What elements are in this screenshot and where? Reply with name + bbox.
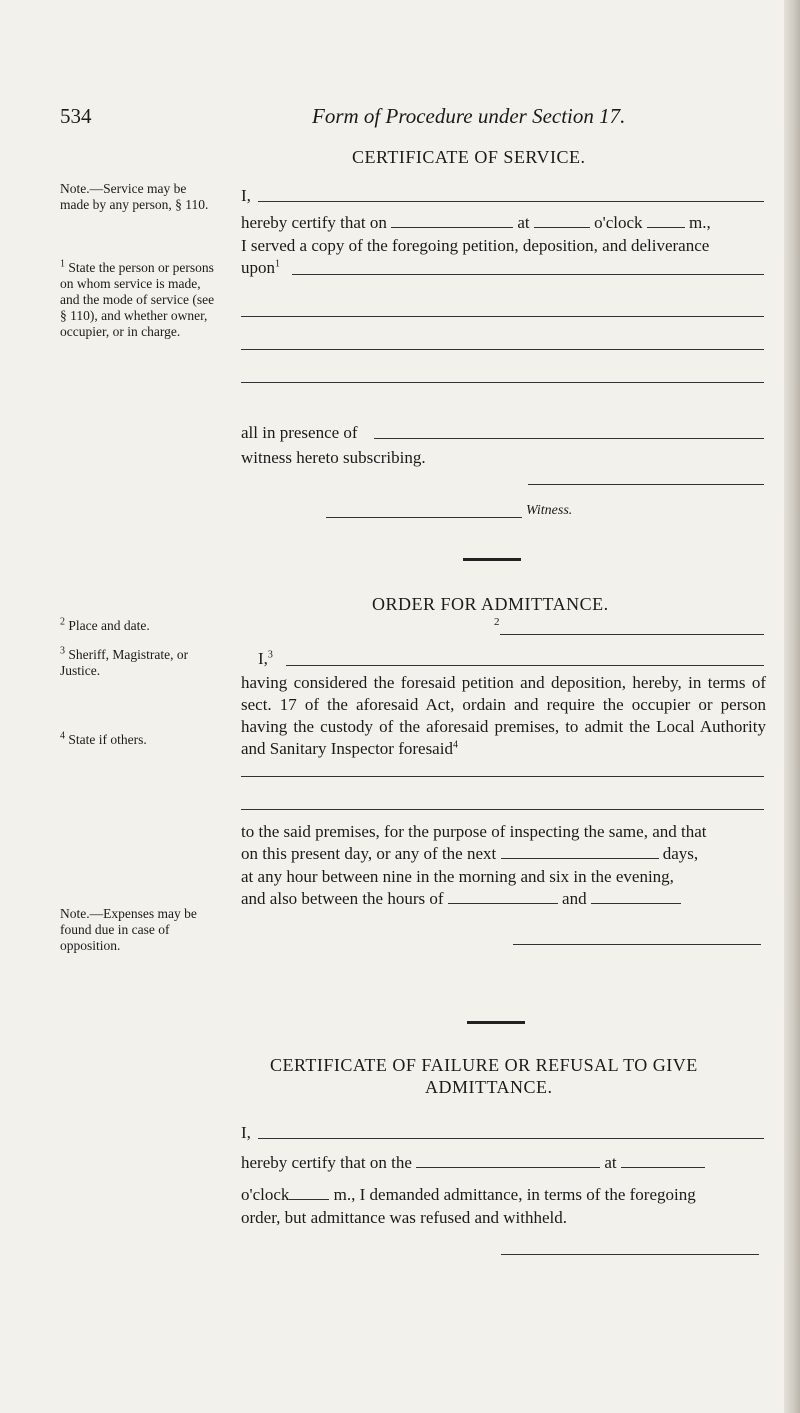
- order-blank-line-1: [241, 776, 764, 777]
- cs-upon: [241, 257, 280, 279]
- failure-heading-2: ADMITTANCE.: [425, 1077, 553, 1097]
- footnote-2-mark: 2: [60, 616, 65, 628]
- order-line-d: [241, 888, 681, 910]
- footnote-1-text: State the person or persons on whom service is made, and the mode of service (see § 110), and whether owner, occupier, or in charge.: [60, 260, 215, 339]
- order-paragraph-text: having considered the foresaid petition and deposition, hereby, in terms of sect. 17 of the aforesaid Act, ordain and require the occupier or person having the custody of the aforesaid premises, to admit the Local Authority and Sanitary Inspector foresaid: [241, 673, 766, 758]
- cs-presence-line: [374, 438, 764, 439]
- cf-hour-blank: [621, 1167, 705, 1168]
- footnote-4: [60, 732, 147, 748]
- cs-line2: I served a copy of the foregoing petition, deposition, and deliverance: [241, 236, 710, 255]
- cf-line2: [241, 1184, 696, 1206]
- certificate-service-heading: CERTIFICATE OF SERVICE.: [352, 147, 586, 167]
- order-blank-line-2: [241, 809, 764, 810]
- cs-witness-label: Witness.: [526, 503, 573, 518]
- cf-date-blank: [416, 1167, 600, 1168]
- footnote-3: [60, 647, 210, 679]
- page-number: 534: [60, 104, 92, 128]
- cs-witness-line: [326, 517, 522, 518]
- footnote-3-text: Sheriff, Magistrate, or Justice.: [60, 647, 189, 678]
- order-line-b2: days,: [662, 844, 699, 863]
- order-paragraph-mark: 4: [452, 739, 458, 751]
- order-line-a: to the said premises, for the purpose of inspecting the same, and that: [241, 822, 707, 841]
- cf-line1: [241, 1152, 705, 1174]
- cs-line1-a: hereby certify that on: [241, 213, 387, 232]
- margin-note-service: Note.—Service may be made by any person, § 110.: [60, 181, 209, 212]
- margin-note-expenses: Note.—Expenses may be found due in case of opposition.: [60, 906, 197, 953]
- order-place-mark: 2: [494, 616, 500, 628]
- cs-i-label: I,: [241, 186, 251, 205]
- section-divider-2: [467, 1021, 525, 1024]
- order-i-label: I,: [258, 649, 268, 668]
- footnote-2: [60, 618, 150, 634]
- cs-line1-c: o'clock: [594, 213, 643, 232]
- section-divider-1: [463, 558, 521, 561]
- order-days-blank: [501, 858, 659, 859]
- failure-heading-1: CERTIFICATE OF FAILURE OR REFUSAL TO GIVE: [270, 1055, 698, 1075]
- order-heading: ORDER FOR ADMITTANCE.: [372, 594, 609, 614]
- cs-blank-line-1: [241, 316, 764, 317]
- page-edge: [784, 0, 800, 1413]
- order-line-c: at any hour between nine in the morning and six in the evening,: [241, 867, 674, 886]
- order-line-d1: and also between the hours of: [241, 889, 444, 908]
- cs-line1-b: at: [517, 213, 530, 232]
- order-line-b1: on this present day, or any of the next: [241, 844, 497, 863]
- cs-hour-blank: [534, 227, 590, 228]
- footnote-3-mark: 3: [60, 645, 65, 657]
- order-line-b: [241, 843, 698, 865]
- cf-i-label: I,: [241, 1123, 251, 1142]
- footnote-1-mark: 1: [60, 258, 65, 270]
- cs-signature-line: [528, 484, 764, 485]
- cf-line3: order, but admittance was refused and withheld.: [241, 1208, 567, 1227]
- cs-date-blank: [391, 227, 513, 228]
- footnote-1: [60, 260, 218, 340]
- footnote-4-text: State if others.: [68, 732, 147, 747]
- cs-name-line: [258, 201, 764, 202]
- cf-line2-b: m., I demanded admittance, in terms of the foregoing: [333, 1185, 696, 1204]
- order-hours-from-blank: [448, 903, 558, 904]
- order-line-d2: and: [562, 889, 587, 908]
- cf-min-blank: [289, 1199, 329, 1200]
- order-i-mark: 3: [267, 649, 273, 661]
- cs-witness-sub: witness hereto subscribing.: [241, 448, 426, 467]
- footnote-2-text: Place and date.: [68, 618, 150, 633]
- cs-min-blank: [647, 227, 685, 228]
- cs-presence: all in presence of: [241, 423, 358, 442]
- order-i: [258, 648, 273, 670]
- cs-line1-d: m.,: [689, 213, 711, 232]
- cf-signature-line: [501, 1254, 759, 1255]
- cs-line1: [241, 212, 768, 234]
- cs-upon-label: upon: [241, 258, 275, 277]
- cf-line1-a: hereby certify that on the: [241, 1153, 412, 1172]
- cf-line2-a: o'clock: [241, 1185, 290, 1204]
- order-place-line: [500, 634, 764, 635]
- footnote-4-mark: 4: [60, 730, 65, 742]
- cs-upon-line: [292, 274, 764, 275]
- order-hours-to-blank: [591, 903, 681, 904]
- page-title: Form of Procedure under Section 17.: [312, 104, 626, 128]
- cf-line1-b: at: [604, 1153, 617, 1172]
- order-i-line: [286, 665, 764, 666]
- cs-upon-mark: 1: [275, 258, 280, 270]
- cs-blank-line-2: [241, 349, 764, 350]
- order-paragraph: [241, 672, 766, 760]
- order-signature-line: [513, 944, 761, 945]
- cs-blank-line-3: [241, 382, 764, 383]
- cf-name-line: [258, 1138, 764, 1139]
